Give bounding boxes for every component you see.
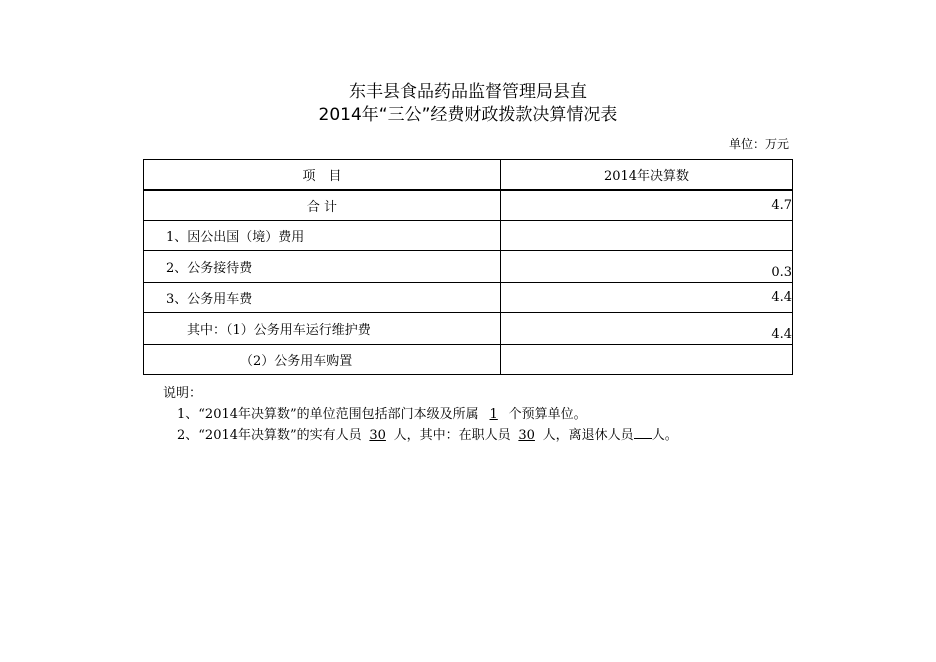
table-header-row (144, 160, 793, 191)
row-value-reception: 0.3 (501, 251, 793, 283)
table-row (144, 345, 793, 375)
table-row (144, 251, 793, 283)
row-label-vehicle-purchase: （2）公务用车购置 (144, 345, 501, 375)
document-title-line1: 东丰县食品药品监督管理局县直 (349, 82, 587, 102)
table-row (144, 221, 793, 251)
row-value-vehicle-purchase (501, 345, 793, 375)
notes-heading: 说明： (163, 386, 203, 401)
row-value-vehicle: 4.4 (501, 283, 793, 313)
row-label-vehicle-maintenance: 其中：（1）公务用车运行维护费 (144, 313, 501, 345)
table-row (144, 313, 793, 345)
unit-label: 单位：万元 (728, 137, 789, 151)
header-final-amount: 2014年决算数 (501, 160, 793, 191)
row-value-overseas (501, 221, 793, 251)
row-label-overseas: 1、因公出国（境）费用 (144, 221, 501, 251)
table-row (144, 283, 793, 313)
row-label-vehicle: 3、公务用车费 (144, 283, 501, 313)
table-row (144, 190, 793, 221)
note-2 (163, 425, 678, 446)
note1-unit-count: 1 (489, 407, 498, 422)
note1-suffix: 个预算单位。 (508, 407, 587, 422)
note1-prefix: 1、“2014年决算数”的单位范围包括部门本级及所属 (177, 407, 479, 422)
note2-suffix: 人。 (651, 428, 678, 443)
row-value-total: 4.7 (501, 190, 793, 221)
expense-table (143, 159, 793, 375)
row-value-vehicle-maintenance: 4.4 (501, 313, 793, 345)
notes-section (163, 383, 678, 446)
note2-active-staff: 30 (518, 428, 535, 443)
row-label-total: 合 计 (144, 190, 501, 221)
note2-total-staff: 30 (369, 428, 386, 443)
header-item: 项 目 (144, 160, 501, 191)
row-label-reception: 2、公务接待费 (144, 251, 501, 283)
note2-prefix: 2、“2014年决算数”的实有人员 (177, 428, 362, 443)
note-1 (163, 404, 678, 425)
note2-retired-blank (634, 425, 652, 439)
note2-mid1: 人，其中：在职人员 (393, 428, 511, 443)
note2-mid2: 人，离退休人员 (542, 428, 634, 443)
document-title-line2: 2014年“三公”经费财政拨款决算情况表 (318, 105, 618, 125)
